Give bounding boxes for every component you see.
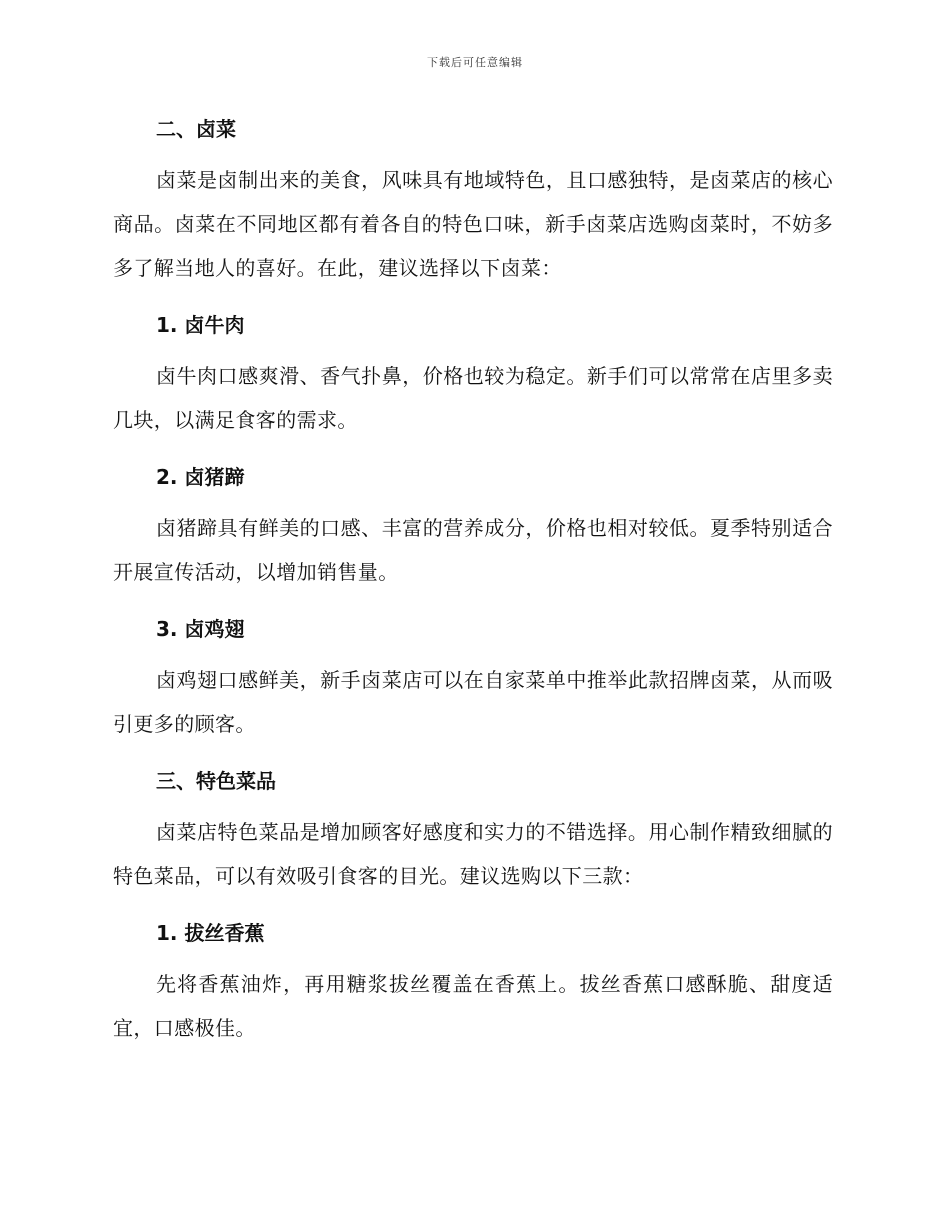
item-paragraph: 卤鸡翅口感鲜美，新手卤菜店可以在自家菜单中推举此款招牌卤菜，从而吸引更多的顾客。 <box>113 668 833 736</box>
page-header-note: 下载后可任意编辑 <box>427 56 523 69</box>
item-heading: 3. 卤鸡翅 <box>156 617 245 641</box>
item-paragraph: 卤猪蹄具有鲜美的口感、丰富的营养成分，价格也相对较低。夏季特别适合开展宣传活动，以增加销售量。 <box>113 516 833 584</box>
section-intro: 卤菜是卤制出来的美食，风味具有地域特色，且口感独特，是卤菜店的核心商品。卤菜在不同地区都有着各自的特色口味，新手卤菜店选购卤菜时，不妨多多了解当地人的喜好。在此，建议选择以下卤菜： <box>113 168 833 280</box>
item-heading: 2. 卤猪蹄 <box>156 465 245 489</box>
section-heading: 二、卤菜 <box>156 117 236 141</box>
item-paragraph: 先将香蕉油炸，再用糖浆拔丝覆盖在香蕉上。拔丝香蕉口感酥脆、甜度适宜，口感极佳。 <box>113 972 833 1040</box>
document-body <box>113 112 833 1050</box>
item-paragraph: 卤牛肉口感爽滑、香气扑鼻，价格也较为稳定。新手们可以常常在店里多卖几块，以满足食客的需求。 <box>113 364 833 432</box>
item-heading: 1. 卤牛肉 <box>156 313 245 337</box>
item-heading: 1. 拔丝香蕉 <box>156 921 265 945</box>
section-intro: 卤菜店特色菜品是增加顾客好感度和实力的不错选择。用心制作精致细腻的特色菜品，可以有效吸引食客的目光。建议选购以下三款： <box>113 820 833 888</box>
section-heading: 三、特色菜品 <box>156 769 276 793</box>
